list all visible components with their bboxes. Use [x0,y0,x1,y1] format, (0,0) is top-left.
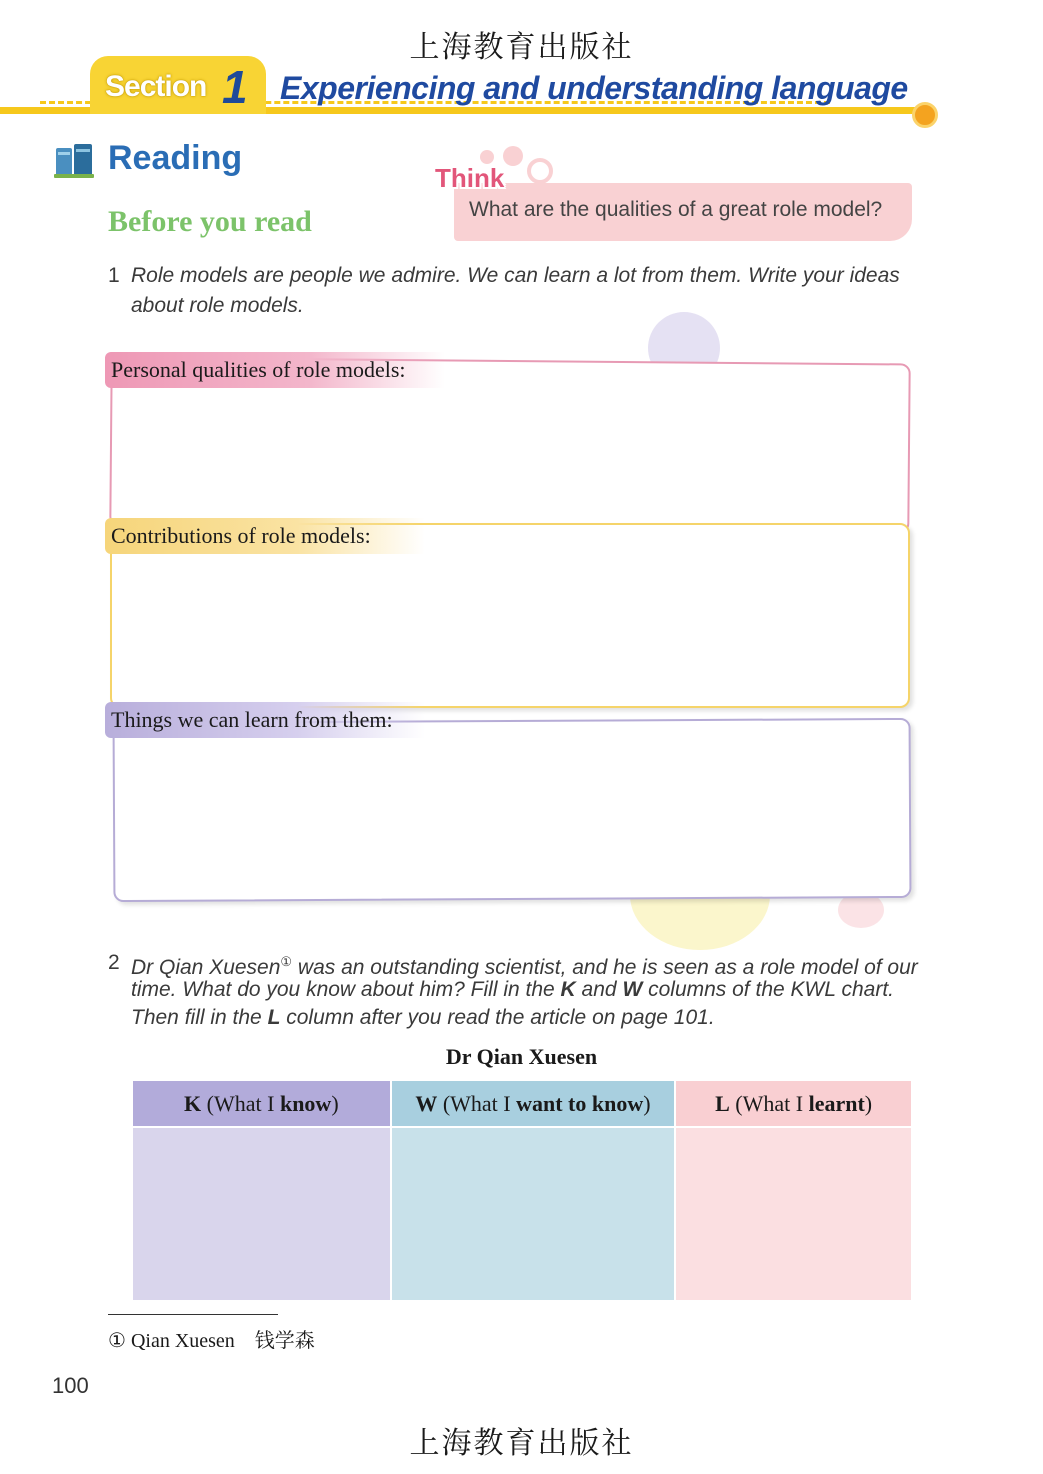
publisher-stamp-bottom: 上海教育出版社 [409,1426,634,1461]
section-number: 1 [222,61,248,113]
question-2-line3 [131,1004,715,1032]
kwl-header-w [392,1081,675,1128]
kwl-header-bold: learnt [808,1090,865,1116]
kwl-header-post: ) [643,1090,651,1116]
k-letter: K [560,978,576,1001]
footnote-mark: ① [108,1330,126,1352]
question-2-line3-a: Then fill in the [131,1006,268,1029]
kwl-letter: L [715,1090,730,1116]
question-2-line2-b: columns of the KWL chart. [642,978,894,1001]
page-number: 100 [52,1373,89,1398]
kwl-column-k [133,1081,392,1300]
kwl-letter: K [184,1090,202,1116]
reading-heading: Reading [108,139,243,177]
section-title: Experiencing and understanding language [280,70,908,106]
kwl-header-post: ) [864,1090,873,1116]
section-label: Section [105,70,207,103]
think-label: Think [435,163,505,193]
personal-qualities-label: Personal qualities of role models: [105,352,445,388]
question-1-number: 1 [108,264,120,287]
question-2-number: 2 [108,951,120,974]
kwl-header-pre: (What I [729,1090,809,1116]
kwl-chart-title: Dr Qian Xuesen [445,1044,598,1069]
footnote [108,1324,315,1353]
book-icon [52,140,98,180]
footnote-mark: ① [280,954,293,969]
w-letter: W [622,978,643,1001]
kwl-header-pre: (What I [201,1090,280,1116]
kwl-chart [133,1081,911,1300]
question-2-line2-a: time. What do you know about him? Fill in the [131,978,561,1001]
qian-name: Dr Qian Xuesen [131,956,281,979]
contributions-label: Contributions of role models: [105,518,425,554]
kwl-header-post: ) [331,1090,339,1116]
think-bubble-ring [527,158,553,184]
question-2-and: and [575,978,623,1001]
kwl-cell-w[interactable] [392,1128,675,1300]
think-bubble-dot [503,146,523,166]
header-band-dot [912,102,938,128]
kwl-header-k [133,1081,390,1128]
l-letter: L [267,1006,281,1029]
before-you-read-heading: Before you read [108,205,312,238]
kwl-header-l [676,1081,911,1128]
think-bubble-dot [480,150,494,164]
footnote-rule [108,1314,278,1315]
footnote-text: Qian Xuesen 钱学森 [125,1330,315,1352]
kwl-column-w [392,1081,677,1300]
question-1-text-line2: about role models. [131,294,304,317]
kwl-header-pre: (What I [437,1090,517,1116]
think-question: What are the qualities of a great role model? [469,198,883,221]
kwl-cell-k[interactable] [133,1128,390,1300]
question-2-line1-rest: was an outstanding scientist, and he is seen as a role model of our [292,956,918,979]
kwl-header-bold: know [279,1090,332,1116]
things-to-learn-box[interactable] [113,718,912,902]
question-2-line3-b: column after you read the article on page 101. [280,1006,715,1029]
kwl-column-l [676,1081,911,1300]
kwl-letter: W [415,1090,438,1116]
question-1-text-line1: Role models are people we admire. We can learn a lot from them. Write your ideas [131,264,900,287]
things-to-learn-label: Things we can learn from them: [105,702,425,738]
question-2-line2 [131,976,894,1004]
kwl-cell-l[interactable] [676,1128,911,1300]
publisher-stamp-top: 上海教育出版社 [409,30,634,65]
kwl-header-bold: want to know [516,1090,644,1116]
